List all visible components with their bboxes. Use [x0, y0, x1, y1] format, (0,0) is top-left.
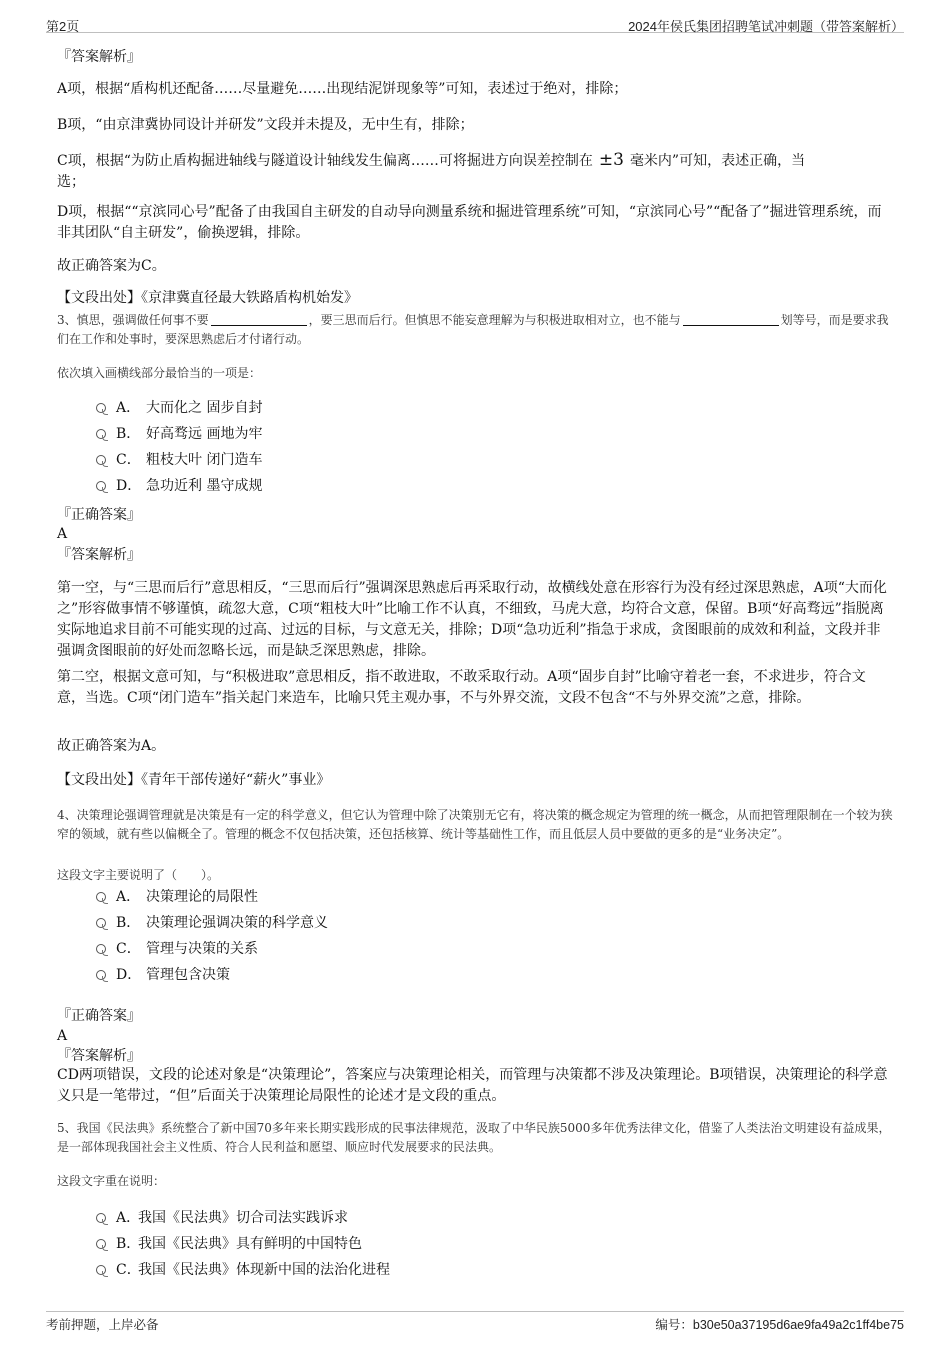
q5-option-c[interactable]: C．我国《民法典》体现新中国的法治化进程 [96, 1260, 390, 1280]
q3-analysis-para2: 第二空，根据文意可知，与“积极进取”意思相反，指不敢进取，不敢采取行动。A项“固步自封”比喻守着老一套，不求进步，符合文意，当选。C项“闭门造车”指关起门来造车，比喻只凭主观办事，不与外界交流，文段不包含“不与外界交流”之意，排除。 [57, 669, 866, 706]
radio-icon[interactable] [96, 455, 106, 465]
footer-slogan: 考前押题，上岸必备 [46, 1317, 159, 1332]
q4-analysis: CD两项错误，文段的论述对象是“决策理论”，答案应与决策理论相关，而管理与决策都不涉及决策理论。B项错误，决策理论的科学意义只是一笔带过，“但”后面关于决策理论局限性的论述才是文段的重点。 [57, 1067, 888, 1104]
q3-source: 【文段出处】《青年干部传递好“薪火”事业》 [57, 772, 331, 788]
q3-option-c[interactable]: C． 粗枝大叶 闭门造车 [96, 450, 262, 470]
q3-option-d[interactable]: D． 急功近利 墨守成规 [96, 476, 262, 496]
q4-answer: A [57, 1028, 68, 1044]
blank-line-2 [683, 312, 779, 326]
radio-icon[interactable] [96, 970, 106, 980]
q3-answer: A [57, 526, 68, 542]
plus-minus-math: ±3 [598, 150, 624, 170]
radio-icon[interactable] [96, 892, 106, 902]
page-number: 第2页 [46, 19, 80, 34]
q3-stem-part3: 划等号，而是要求我们在工作和处事时，要深思熟虑后才付诸行动。 [57, 313, 889, 346]
q3-stem-part1: 3、慎思，强调做任何事不要 [57, 313, 209, 327]
q3-option-a[interactable]: A． 大而化之 固步自封 [96, 398, 262, 418]
page-header [46, 10, 904, 33]
q2-analysis-a: A项，根据“盾构机还配备……尽量避免……出现结泥饼现象等”可知，表述过于绝对，排除； [57, 81, 628, 97]
q4-option-c[interactable]: C． 管理与决策的关系 [96, 939, 258, 959]
q3-answer-label: 『正确答案』 [57, 507, 141, 523]
radio-icon[interactable] [96, 944, 106, 954]
q4-prompt: 这段文字主要说明了（ ）。 [57, 868, 220, 882]
radio-icon[interactable] [96, 918, 106, 928]
radio-icon[interactable] [96, 403, 106, 413]
q4-option-d[interactable]: D． 管理包含决策 [96, 965, 230, 985]
q2-conclusion: 故正确答案为C。 [57, 258, 166, 274]
document-title: 2024年侯氏集团招聘笔试冲刺题（带答案解析） [628, 19, 904, 34]
q2-analysis-label: 『答案解析』 [57, 49, 141, 65]
radio-icon[interactable] [96, 481, 106, 491]
q5-option-b[interactable]: B．我国《民法典》具有鲜明的中国特色 [96, 1234, 362, 1254]
q3-analysis-para1: 第一空，与“三思而后行”意思相反，“三思而后行”强调深思熟虑后再采取行动，故横线处意在形容行为没有经过深思熟虑，A项“大而化之”形容做事情不够谨慎，疏忽大意，C项“粗枝大叶”比喻工作不认真，不细致，马虎大意，均符合文意，保留。B项“好高骛远”指脱离实际地追求目前不可能实现的过高、过远的目标，与文意无关，排除；D项“急功近利”指急于求成，贪图眼前的成效和利益，文段并非强调贪图眼前的好处而忽略长远，而是缺乏深思熟虑，排除。 [57, 580, 887, 659]
q4-analysis-label: 『答案解析』 [57, 1048, 141, 1064]
blank-line-1 [211, 312, 307, 326]
q3-conclusion: 故正确答案为A。 [57, 738, 166, 754]
q3-stem [57, 311, 893, 349]
q3-option-b[interactable]: B． 好高骛远 画地为牢 [96, 424, 262, 444]
document-id: 编号：b30e50a37195d6ae9fa49a2c1ff4be75 [655, 1318, 904, 1332]
q3-stem-part2: ，要三思而后行。但慎思不能妄意理解为与积极进取相对立，也不能与 [308, 313, 681, 327]
q5-prompt: 这段文字重在说明： [57, 1174, 166, 1188]
q5-stem: 5、我国《民法典》系统整合了新中国70多年来长期实践形成的民事法律规范，汲取了中华民族5000多年优秀法律文化，借鉴了人类法治文明建设有益成果，是一部体现我国社会主义性质、符合人民利益和愿望、顺应时代发展要求的民法典。 [57, 1121, 891, 1154]
q2-analysis-c-part2: 毫米内”可知，表述正确，当 [629, 153, 806, 169]
page-footer [46, 1311, 904, 1336]
q4-stem: 4、决策理论强调管理就是决策是有一定的科学意义，但它认为管理中除了决策别无它有，将决策的概念规定为管理的统一概念，从而把管理限制在一个较为狭窄的领域，就有些以偏概全了。管理的概念不仅包括决策，还包括核算、统计等基础性工作，而且低层人员中要做的更多的是“业务决定”。 [57, 808, 893, 841]
q4-option-b[interactable]: B． 决策理论强调决策的科学意义 [96, 913, 328, 933]
q4-answer-label: 『正确答案』 [57, 1008, 141, 1024]
q4-option-a[interactable]: A． 决策理论的局限性 [96, 887, 258, 907]
q2-analysis-c [57, 150, 893, 193]
radio-icon[interactable] [96, 429, 106, 439]
q2-analysis-b: B项，“由京津冀协同设计并研发”文段并未提及，无中生有，排除； [57, 117, 474, 133]
radio-icon[interactable] [96, 1265, 106, 1275]
radio-icon[interactable] [96, 1213, 106, 1223]
q3-prompt: 依次填入画横线部分最恰当的一项是： [57, 366, 262, 380]
q2-analysis-c-part3: 选； [57, 174, 85, 190]
q2-analysis-d: D项，根据““京滨同心号”配备了由我国自主研发的自动导向测量系统和掘进管理系统”可知，“京滨同心号”“配备了”掘进管理系统，而非其团队“自主研发”，偷换逻辑，排除。 [57, 204, 882, 241]
q3-analysis-label: 『答案解析』 [57, 547, 141, 563]
q2-source: 【文段出处】《京津冀直径最大铁路盾构机始发》 [57, 290, 358, 306]
q5-option-a[interactable]: A．我国《民法典》切合司法实践诉求 [96, 1208, 348, 1228]
radio-icon[interactable] [96, 1239, 106, 1249]
q2-analysis-c-part1: C项，根据“为防止盾构掘进轴线与隧道设计轴线发生偏离……可将掘进方向误差控制在 [57, 153, 593, 169]
